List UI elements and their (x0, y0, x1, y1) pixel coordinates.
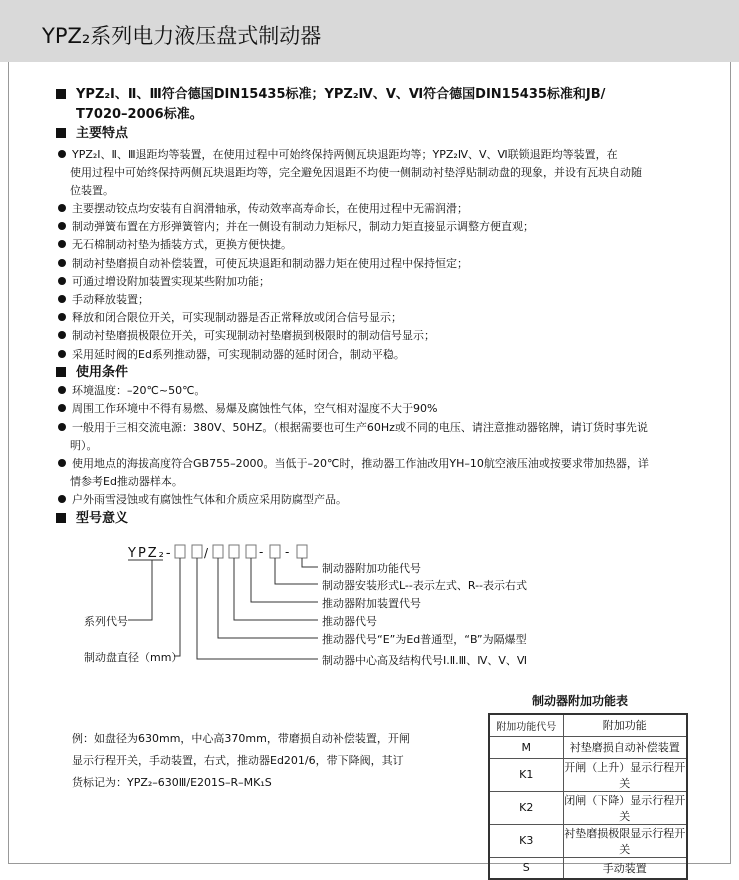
model-code-label: 制动器中心高及结构代号Ⅰ.Ⅱ.Ⅲ、Ⅳ、Ⅴ、Ⅵ (322, 654, 528, 667)
table-title: 制动器附加功能表 (532, 694, 629, 708)
text: 户外雨雪浸蚀或有腐蚀性气体和介质应采用防腐型产品。 (72, 493, 347, 506)
text: 可通过增设附加装置实现某些附加功能； (72, 275, 270, 288)
example-line: 显示行程开关，手动装置，右式，推动器Ed201/6，带下降阀，其订 (72, 754, 404, 767)
model-code-label: 推动器附加装置代号 (322, 597, 421, 610)
text: 型号意义 (76, 511, 129, 526)
text: 明）。 (70, 439, 98, 452)
table-header (489, 714, 687, 736)
function-cell: 手动装置 (563, 857, 687, 879)
diameter-label: 制动盘直径（mm） (84, 651, 183, 664)
text: 制动衬垫磨损自动补偿装置，可使瓦块退距和制动器力矩在使用过程中保持恒定； (72, 257, 468, 270)
function-cell: 开闸（上升）显示行程开关 (563, 758, 687, 791)
text: 周围工作环境中不得有易燃、易爆及腐蚀性气体，空气相对湿度不大于90% (72, 402, 438, 415)
table-row (489, 758, 687, 791)
text: 无石棉制动衬垫为插装方式，更换方便快捷。 (72, 238, 292, 251)
text: 主要特点 (76, 126, 129, 141)
table-row (489, 736, 687, 758)
table-row (489, 791, 687, 824)
text: 制动衬垫磨损极限位开关，可实现制动衬垫磨损到极限时的制动信号显示； (72, 329, 435, 342)
svg-text:/: / (204, 546, 209, 560)
standard-line: T7020–2006标准。 (76, 107, 203, 122)
function-cell: 衬垫磨损极限显示行程开关 (563, 824, 687, 857)
model-code-label: 制动器附加功能代号 (322, 562, 421, 575)
model-code-label: 制动器安装形式L--表示左式、R--表示右式 (322, 579, 528, 592)
page-title: YPZ₂系列电力液压盘式制动器 (42, 24, 322, 48)
code-cell: M (489, 736, 563, 758)
svg-text:-: - (285, 545, 290, 559)
code-cell: K2 (489, 791, 563, 824)
header-cell: 附加功能 (563, 714, 687, 736)
text: 释放和闭合限位开关，可实现制动器是否正常释放或闭合信号显示； (72, 311, 402, 324)
text: YPZ₂Ⅰ、Ⅱ、Ⅲ符合德国DIN15435标准；YPZ₂Ⅳ、Ⅴ、Ⅵ符合德国DIN15435标准和JB/ (76, 87, 606, 102)
text: 主要摆动铰点均安装有自润滑轴承，传动效率高寿命长，在使用过程中无需润滑； (72, 202, 468, 215)
code-cell: K1 (489, 758, 563, 791)
text: 使用条件 (76, 365, 129, 380)
text: YPZ₂Ⅰ、Ⅱ、Ⅲ退距均等装置，在使用过程中可始终保持两侧瓦块退距均等；YPZ₂Ⅳ、Ⅴ、Ⅵ联锁退距均等装置，在 (72, 148, 618, 161)
text: 采用延时阀的Ed系列推动器，可实现制动器的延时闭合，制动平稳。 (72, 348, 405, 361)
text: 手动释放装置； (72, 293, 149, 306)
text: 位装置。 (70, 184, 114, 197)
svg-text:-: - (259, 545, 264, 559)
text: 制动弹簧布置在方形弹簧管内；并在一侧设有制动力矩标尺，制动力矩直接显示调整方便直观； (72, 220, 534, 233)
text: 使用过程中可始终保持两侧瓦块退距均等，完全避免因退距不均使一侧制动衬垫浮贴制动盘的现象，并设有瓦块自动随 (70, 166, 642, 179)
code-cell: K3 (489, 824, 563, 857)
table-row (489, 857, 687, 879)
text: 使用地点的海拔高度符合GB755–2000。当低于–20℃时，推动器工作油改用YH–10航空液压油或按要求带加热器，详 (72, 457, 649, 470)
model-code-label: 推动器代号 (322, 615, 377, 628)
model-code-label: 推动器代号“E”为Ed普通型，“B”为隔爆型 (322, 633, 527, 646)
example-line: 例：如盘径为630mm，中心高370mm，带磨损自动补偿装置，开闸 (72, 732, 410, 745)
function-cell: 衬垫磨损自动补偿装置 (563, 736, 687, 758)
example-line: 货标记为：YPZ₂–630Ⅲ/E201S–R–MK₁S (72, 776, 272, 789)
code-cell: S (489, 857, 563, 879)
series-code-label: 系列代号 (84, 615, 128, 628)
model-prefix: YPZ₂- (128, 546, 173, 561)
table-row (489, 824, 687, 857)
text: 情参考Ed推动器样本。 (70, 475, 183, 488)
function-cell: 闭闸（下降）显示行程开关 (563, 791, 687, 824)
text: 一般用于三相交流电源：380V、50HZ。（根据需要也可生产60Hz或不同的电压、请注意推动器铭牌，请订货时事先说 (72, 421, 648, 434)
header-cell: 附加功能代号 (489, 714, 563, 736)
text: 环境温度：–20℃~50℃。 (72, 384, 206, 397)
function-table (488, 713, 688, 880)
